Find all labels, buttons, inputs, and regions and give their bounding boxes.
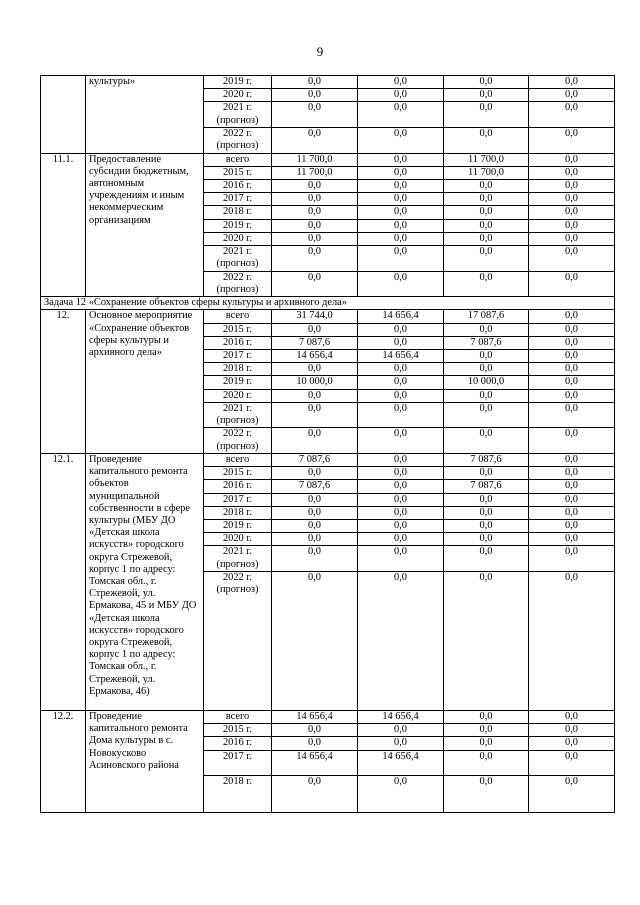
federal-amount-cell: 14 656,4 xyxy=(358,711,444,724)
local-amount-cell: 0,0 xyxy=(529,724,615,737)
federal-amount-cell: 0,0 xyxy=(358,193,444,206)
period-cell: 2020 г. xyxy=(204,89,272,102)
federal-amount-cell: 0,0 xyxy=(358,180,444,193)
period-cell: 2017 г. xyxy=(204,750,272,776)
period-cell: 2016 г. xyxy=(204,336,272,349)
regional-amount-cell: 0,0 xyxy=(444,363,529,376)
total-amount-cell: 0,0 xyxy=(272,506,358,519)
federal-amount-cell: 14 656,4 xyxy=(358,350,444,363)
local-amount-cell: 0,0 xyxy=(529,180,615,193)
item-number: 11.1. xyxy=(41,153,86,297)
local-amount-cell: 0,0 xyxy=(529,76,615,89)
local-amount-cell: 0,0 xyxy=(529,376,615,389)
federal-amount-cell: 0,0 xyxy=(358,232,444,245)
local-amount-cell: 0,0 xyxy=(529,128,615,154)
total-amount-cell: 0,0 xyxy=(272,271,358,297)
total-amount-cell: 11 700,0 xyxy=(272,153,358,166)
item-number: 12. xyxy=(41,310,86,454)
federal-amount-cell: 0,0 xyxy=(358,363,444,376)
total-amount-cell: 7 087,6 xyxy=(272,480,358,493)
federal-amount-cell: 0,0 xyxy=(358,546,444,572)
regional-amount-cell: 0,0 xyxy=(444,246,529,272)
federal-amount-cell: 0,0 xyxy=(358,520,444,533)
period-cell: 2015 г. xyxy=(204,724,272,737)
total-amount-cell: 0,0 xyxy=(272,323,358,336)
local-amount-cell: 0,0 xyxy=(529,506,615,519)
regional-amount-cell: 7 087,6 xyxy=(444,336,529,349)
total-amount-cell: 0,0 xyxy=(272,180,358,193)
regional-amount-cell: 7 087,6 xyxy=(444,480,529,493)
local-amount-cell: 0,0 xyxy=(529,750,615,776)
period-cell: 2020 г. xyxy=(204,389,272,402)
total-amount-cell: 7 087,6 xyxy=(272,454,358,467)
period-cell: 2022 г. (прогноз) xyxy=(204,271,272,297)
item-name: Проведение капитального ремонта Дома культуры в с. Новокусково Асиновского района xyxy=(86,711,204,813)
local-amount-cell: 0,0 xyxy=(529,467,615,480)
period-cell: 2016 г. xyxy=(204,480,272,493)
federal-amount-cell: 0,0 xyxy=(358,219,444,232)
period-cell: 2019 г. xyxy=(204,76,272,89)
total-amount-cell: 0,0 xyxy=(272,219,358,232)
item-name: Проведение капитального ремонта объектов муниципальной собственности в сфере культуры (МБУ ДО «Детская школа искусств» городского округа Стрежевой, корпус 1 по адресу: Томская обл., г. Стрежевой, ул. Ермакова, 45 и МБУ ДО «Детская школа искусств» городского округа Стрежевой, корпус 1 по адресу: Томская обл., г. Стрежевой, ул. Ермакова, 46) xyxy=(86,454,204,711)
total-amount-cell: 31 744,0 xyxy=(272,310,358,323)
federal-amount-cell: 0,0 xyxy=(358,724,444,737)
period-cell: 2021 г. (прогноз) xyxy=(204,402,272,428)
local-amount-cell: 0,0 xyxy=(529,402,615,428)
regional-amount-cell: 0,0 xyxy=(444,102,529,128)
federal-amount-cell: 0,0 xyxy=(358,389,444,402)
federal-amount-cell: 0,0 xyxy=(358,454,444,467)
period-cell: 2019 г. xyxy=(204,376,272,389)
page-number: 9 xyxy=(316,44,324,59)
local-amount-cell: 0,0 xyxy=(529,363,615,376)
regional-amount-cell: 0,0 xyxy=(444,206,529,219)
federal-amount-cell: 0,0 xyxy=(358,493,444,506)
item-name: культуры» xyxy=(86,76,204,154)
period-cell: 2016 г. xyxy=(204,737,272,750)
regional-amount-cell: 0,0 xyxy=(444,89,529,102)
regional-amount-cell: 0,0 xyxy=(444,750,529,776)
local-amount-cell: 0,0 xyxy=(529,546,615,572)
item-name: Основное мероприятие «Сохранение объектов сферы культуры и архивного дела» xyxy=(86,310,204,454)
local-amount-cell: 0,0 xyxy=(529,520,615,533)
regional-amount-cell: 0,0 xyxy=(444,467,529,480)
total-amount-cell: 0,0 xyxy=(272,389,358,402)
total-amount-cell: 0,0 xyxy=(272,363,358,376)
regional-amount-cell: 0,0 xyxy=(444,533,529,546)
local-amount-cell: 0,0 xyxy=(529,102,615,128)
total-amount-cell: 11 700,0 xyxy=(272,166,358,179)
local-amount-cell: 0,0 xyxy=(529,711,615,724)
period-cell: 2022 г. (прогноз) xyxy=(204,572,272,711)
total-amount-cell: 0,0 xyxy=(272,402,358,428)
local-amount-cell: 0,0 xyxy=(529,336,615,349)
regional-amount-cell: 0,0 xyxy=(444,572,529,711)
local-amount-cell: 0,0 xyxy=(529,232,615,245)
total-amount-cell: 0,0 xyxy=(272,76,358,89)
local-amount-cell: 0,0 xyxy=(529,89,615,102)
local-amount-cell: 0,0 xyxy=(529,246,615,272)
regional-amount-cell: 0,0 xyxy=(444,776,529,813)
regional-amount-cell: 0,0 xyxy=(444,76,529,89)
table-row xyxy=(41,153,615,166)
regional-amount-cell: 0,0 xyxy=(444,428,529,454)
regional-amount-cell: 0,0 xyxy=(444,350,529,363)
period-cell: всего xyxy=(204,153,272,166)
item-number xyxy=(41,76,86,154)
federal-amount-cell: 14 656,4 xyxy=(358,310,444,323)
federal-amount-cell: 0,0 xyxy=(358,271,444,297)
regional-amount-cell: 0,0 xyxy=(444,737,529,750)
total-amount-cell: 7 087,6 xyxy=(272,336,358,349)
regional-amount-cell: 11 700,0 xyxy=(444,166,529,179)
period-cell: 2015 г. xyxy=(204,166,272,179)
total-amount-cell: 0,0 xyxy=(272,533,358,546)
period-cell: 2018 г. xyxy=(204,506,272,519)
regional-amount-cell: 0,0 xyxy=(444,323,529,336)
local-amount-cell: 0,0 xyxy=(529,389,615,402)
regional-amount-cell: 0,0 xyxy=(444,232,529,245)
total-amount-cell: 0,0 xyxy=(272,102,358,128)
federal-amount-cell: 0,0 xyxy=(358,467,444,480)
total-amount-cell: 0,0 xyxy=(272,206,358,219)
regional-amount-cell: 0,0 xyxy=(444,493,529,506)
total-amount-cell: 0,0 xyxy=(272,193,358,206)
period-cell: 2022 г. (прогноз) xyxy=(204,128,272,154)
task-heading: Задача 12 «Сохранение объектов сферы культуры и архивного дела» xyxy=(41,297,615,310)
period-cell: 2017 г. xyxy=(204,350,272,363)
period-cell: 2021 г. (прогноз) xyxy=(204,246,272,272)
local-amount-cell: 0,0 xyxy=(529,493,615,506)
federal-amount-cell: 0,0 xyxy=(358,89,444,102)
total-amount-cell: 14 656,4 xyxy=(272,711,358,724)
period-cell: 2021 г. (прогноз) xyxy=(204,102,272,128)
regional-amount-cell: 11 700,0 xyxy=(444,153,529,166)
local-amount-cell: 0,0 xyxy=(529,480,615,493)
regional-amount-cell: 0,0 xyxy=(444,506,529,519)
regional-amount-cell: 17 087,6 xyxy=(444,310,529,323)
regional-amount-cell: 0,0 xyxy=(444,711,529,724)
local-amount-cell: 0,0 xyxy=(529,193,615,206)
total-amount-cell: 0,0 xyxy=(272,572,358,711)
federal-amount-cell: 0,0 xyxy=(358,166,444,179)
federal-amount-cell: 0,0 xyxy=(358,76,444,89)
local-amount-cell: 0,0 xyxy=(529,153,615,166)
regional-amount-cell: 0,0 xyxy=(444,180,529,193)
regional-amount-cell: 0,0 xyxy=(444,724,529,737)
period-cell: 2022 г. (прогноз) xyxy=(204,428,272,454)
table-row xyxy=(41,711,615,724)
regional-amount-cell: 0,0 xyxy=(444,193,529,206)
period-cell: 2017 г. xyxy=(204,193,272,206)
local-amount-cell: 0,0 xyxy=(529,428,615,454)
period-cell: 2016 г. xyxy=(204,180,272,193)
federal-amount-cell: 0,0 xyxy=(358,246,444,272)
regional-amount-cell: 0,0 xyxy=(444,389,529,402)
total-amount-cell: 0,0 xyxy=(272,428,358,454)
total-amount-cell: 0,0 xyxy=(272,737,358,750)
period-cell: 2020 г. xyxy=(204,232,272,245)
period-cell: 2018 г. xyxy=(204,206,272,219)
period-cell: всего xyxy=(204,711,272,724)
local-amount-cell: 0,0 xyxy=(529,166,615,179)
federal-amount-cell: 0,0 xyxy=(358,153,444,166)
total-amount-cell: 0,0 xyxy=(272,128,358,154)
total-amount-cell: 0,0 xyxy=(272,89,358,102)
budget-table xyxy=(40,75,615,813)
federal-amount-cell: 14 656,4 xyxy=(358,750,444,776)
federal-amount-cell: 0,0 xyxy=(358,323,444,336)
total-amount-cell: 0,0 xyxy=(272,776,358,813)
item-number: 12.2. xyxy=(41,711,86,813)
local-amount-cell: 0,0 xyxy=(529,572,615,711)
period-cell: 2015 г. xyxy=(204,467,272,480)
period-cell: 2017 г. xyxy=(204,493,272,506)
federal-amount-cell: 0,0 xyxy=(358,428,444,454)
regional-amount-cell: 7 087,6 xyxy=(444,454,529,467)
federal-amount-cell: 0,0 xyxy=(358,206,444,219)
regional-amount-cell: 0,0 xyxy=(444,402,529,428)
item-name: Предоставление субсидии бюджетным, автономным учреждениям и иным некоммерческим организациям xyxy=(86,153,204,297)
regional-amount-cell: 0,0 xyxy=(444,128,529,154)
federal-amount-cell: 0,0 xyxy=(358,737,444,750)
local-amount-cell: 0,0 xyxy=(529,737,615,750)
total-amount-cell: 0,0 xyxy=(272,724,358,737)
period-cell: 2019 г. xyxy=(204,520,272,533)
total-amount-cell: 14 656,4 xyxy=(272,750,358,776)
regional-amount-cell: 10 000,0 xyxy=(444,376,529,389)
table-row xyxy=(41,454,615,467)
federal-amount-cell: 0,0 xyxy=(358,128,444,154)
local-amount-cell: 0,0 xyxy=(529,323,615,336)
local-amount-cell: 0,0 xyxy=(529,219,615,232)
period-cell: 2018 г. xyxy=(204,363,272,376)
federal-amount-cell: 0,0 xyxy=(358,376,444,389)
period-cell: 2018 г. xyxy=(204,776,272,813)
total-amount-cell: 0,0 xyxy=(272,232,358,245)
federal-amount-cell: 0,0 xyxy=(358,506,444,519)
local-amount-cell: 0,0 xyxy=(529,776,615,813)
regional-amount-cell: 0,0 xyxy=(444,271,529,297)
total-amount-cell: 0,0 xyxy=(272,493,358,506)
total-amount-cell: 14 656,4 xyxy=(272,350,358,363)
regional-amount-cell: 0,0 xyxy=(444,219,529,232)
federal-amount-cell: 0,0 xyxy=(358,533,444,546)
local-amount-cell: 0,0 xyxy=(529,350,615,363)
local-amount-cell: 0,0 xyxy=(529,454,615,467)
regional-amount-cell: 0,0 xyxy=(444,520,529,533)
federal-amount-cell: 0,0 xyxy=(358,776,444,813)
local-amount-cell: 0,0 xyxy=(529,206,615,219)
federal-amount-cell: 0,0 xyxy=(358,402,444,428)
total-amount-cell: 0,0 xyxy=(272,246,358,272)
local-amount-cell: 0,0 xyxy=(529,271,615,297)
total-amount-cell: 0,0 xyxy=(272,520,358,533)
total-amount-cell: 0,0 xyxy=(272,467,358,480)
federal-amount-cell: 0,0 xyxy=(358,336,444,349)
local-amount-cell: 0,0 xyxy=(529,310,615,323)
period-cell: 2020 г. xyxy=(204,533,272,546)
federal-amount-cell: 0,0 xyxy=(358,480,444,493)
period-cell: 2015 г. xyxy=(204,323,272,336)
federal-amount-cell: 0,0 xyxy=(358,102,444,128)
federal-amount-cell: 0,0 xyxy=(358,572,444,711)
total-amount-cell: 10 000,0 xyxy=(272,376,358,389)
table-row xyxy=(41,76,615,89)
period-cell: 2021 г. (прогноз) xyxy=(204,546,272,572)
period-cell: 2019 г. xyxy=(204,219,272,232)
local-amount-cell: 0,0 xyxy=(529,533,615,546)
regional-amount-cell: 0,0 xyxy=(444,546,529,572)
total-amount-cell: 0,0 xyxy=(272,546,358,572)
period-cell: всего xyxy=(204,454,272,467)
task-heading-row xyxy=(41,297,615,310)
item-number: 12.1. xyxy=(41,454,86,711)
period-cell: всего xyxy=(204,310,272,323)
table-row xyxy=(41,310,615,323)
